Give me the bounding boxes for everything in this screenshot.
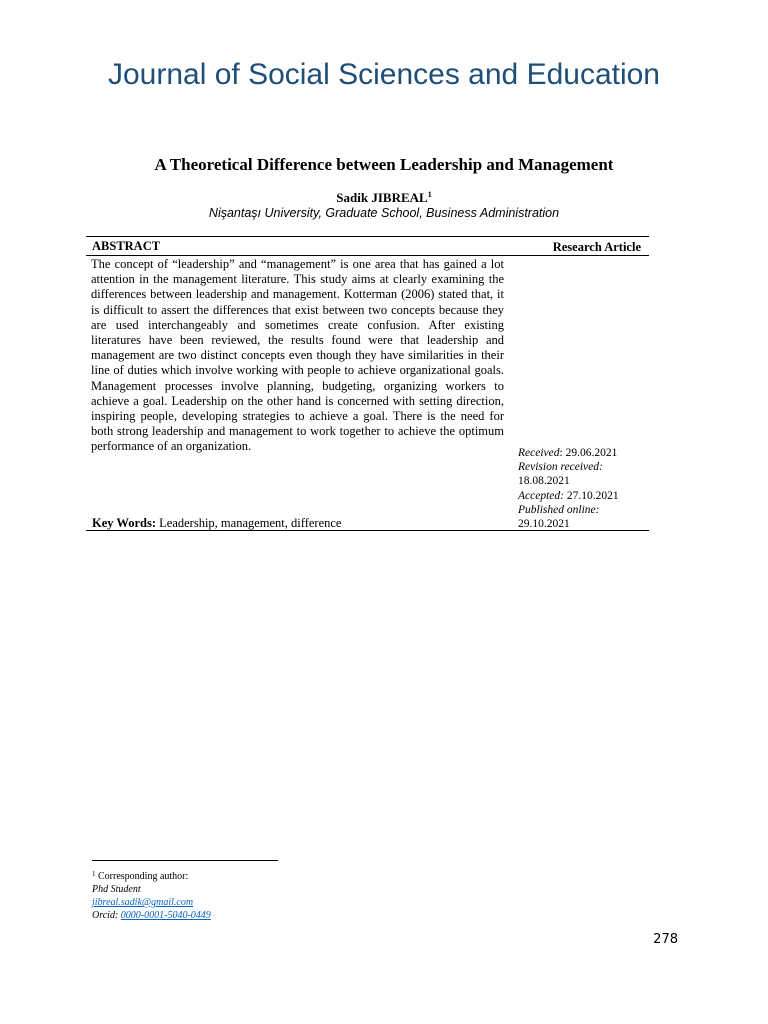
author-name: Sadik JIBREAL: [336, 190, 428, 205]
published-label: Published online:: [518, 503, 600, 516]
journal-title: Journal of Social Sciences and Education: [107, 58, 660, 91]
orcid-label: Orcid:: [92, 910, 119, 921]
keywords-value: Leadership, management, difference: [159, 516, 342, 530]
revision-value: 18.08.2021: [518, 475, 570, 488]
accepted-value: 27.10.2021: [563, 489, 619, 502]
footnotes: [92, 868, 211, 922]
author-line: [100, 187, 668, 206]
keywords-label: Key Words:: [92, 516, 157, 530]
accepted-label: Accepted:: [518, 489, 564, 502]
page-number: 278: [653, 932, 678, 947]
abstract-top-rule: [86, 236, 649, 237]
keywords: [92, 515, 341, 531]
email-link[interactable]: jibreal.sadik@gmail.com: [92, 897, 194, 908]
author-footnote-mark: 1: [427, 190, 432, 199]
footnote-separator: [92, 860, 278, 861]
corresponding-label: Corresponding author:: [98, 871, 189, 882]
accepted-date: [518, 489, 648, 503]
article-type-label: Research Article: [552, 240, 641, 254]
received-label: Received: [518, 447, 560, 459]
received-date: [518, 446, 648, 460]
orcid-link[interactable]: 0000-0001-5040-0449: [120, 910, 211, 921]
received-value: : 29.06.2021: [559, 447, 618, 459]
author-affiliation: Nişantaşı University, Graduate School, Business Administration: [208, 206, 560, 220]
published-value: 29.10.2021: [518, 518, 570, 531]
author-position: Phd Student: [92, 884, 141, 895]
abstract-heading: ABSTRACT: [92, 239, 161, 253]
paper-title: A Theoretical Difference between Leadership and Management: [154, 155, 614, 174]
abstract-text: The concept of “leadership” and “management” is one area that has gained a lot attention in the management literature. This study aims at clearly examining the differences between leadership and management. Kotterman (2006) stated that, it is difficult to assert the differences that exist between two concepts because they are used interchangeably and sometimes create confusion. After existing literatures have been reviewed, the results found were that leadership and management are two distinct concepts even though they have similarities in their line of duties which involve working with people to achieve organizational goals. Management processes involve planning, budgeting, organizing workers to achieve a goal. Leadership on the other hand is concerned with setting direction, inspiring people, developing strategies to achieve a goal. There is the need for both strong leadership and management to work together to achieve the optimum performance of an organization.: [91, 257, 504, 454]
footnote-corresponding: [92, 868, 211, 883]
abstract-header-rule: [86, 255, 649, 256]
footnote-mark: 1: [92, 870, 96, 878]
abstract-bottom-rule: [86, 530, 649, 531]
article-dates: [518, 446, 648, 531]
revision-label: Revision received:: [518, 461, 603, 474]
